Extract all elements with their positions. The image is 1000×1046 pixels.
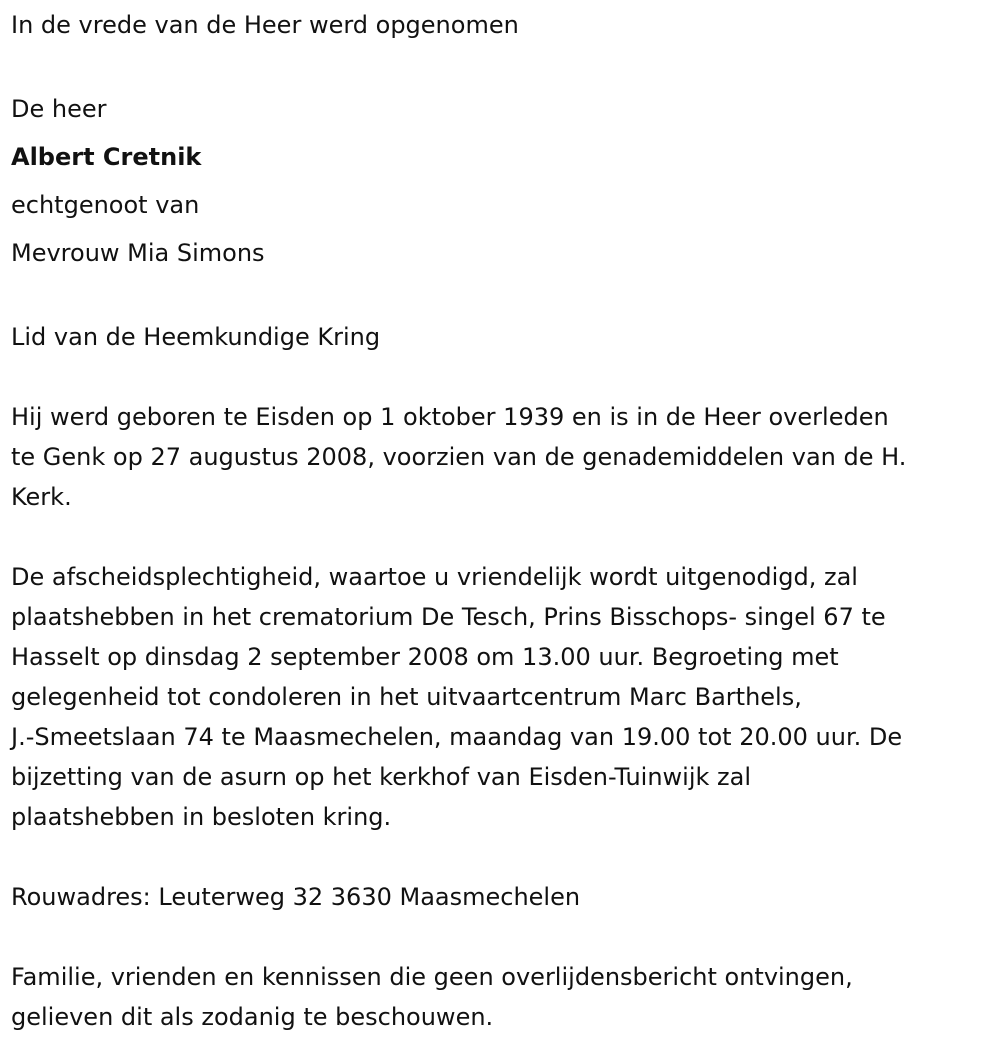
paragraph-line: Hasselt op dinsdag 2 september 2008 om 13.00 uur. Begroeting met [11, 643, 839, 671]
paragraph-line: De afscheidsplechtigheid, waartoe u vriendelijk wordt uitgenodigd, zal [11, 563, 858, 591]
spacer [11, 45, 996, 85]
paragraph-line: plaatshebben in besloten kring. [11, 803, 392, 831]
paragraph-line: Hij werd geboren te Eisden op 1 oktober 1939 en is in de Heer overleden [11, 403, 889, 431]
paragraph-line: bijzetting van de asurn op het kerkhof van Eisden-Tuinwijk zal [11, 763, 752, 791]
paragraph-line: Kerk. [11, 483, 72, 511]
spacer [11, 517, 996, 557]
paragraph-line: J.-Smeetslaan 74 te Maasmechelen, maandag van 19.00 tot 20.00 uur. De [11, 723, 903, 751]
spouse-name: Mevrouw Mia Simons [11, 239, 265, 267]
spacer [11, 357, 996, 397]
spacer [11, 277, 996, 317]
spacer [11, 837, 996, 877]
paragraph-line: gelegenheid tot condoleren in het uitvaartcentrum Marc Barthels, [11, 683, 802, 711]
closing-paragraph [11, 957, 996, 1037]
deceased-name: Albert Cretnik [11, 143, 202, 171]
spouse-label: echtgenoot van [11, 191, 200, 219]
membership-line: Lid van de Heemkundige Kring [11, 323, 381, 351]
intro-line: In de vrede van de Heer werd opgenomen [11, 11, 519, 39]
paragraph-line: plaatshebben in het crematorium De Tesch, Prins Bisschops- singel 67 te [11, 603, 886, 631]
paragraph-line: Familie, vrienden en kennissen die geen overlijdensbericht ontvingen, [11, 963, 853, 991]
paragraph-line: te Genk op 27 augustus 2008, voorzien van de genademiddelen van de H. [11, 443, 907, 471]
spacer [11, 917, 996, 957]
mourning-address: Rouwadres: Leuterweg 32 3630 Maasmechelen [11, 883, 581, 911]
birth-death-paragraph [11, 397, 996, 517]
ceremony-paragraph [11, 557, 996, 837]
paragraph-line: gelieven dit als zodanig te beschouwen. [11, 1003, 494, 1031]
obituary-notice [11, 5, 996, 1037]
salutation: De heer [11, 95, 107, 123]
